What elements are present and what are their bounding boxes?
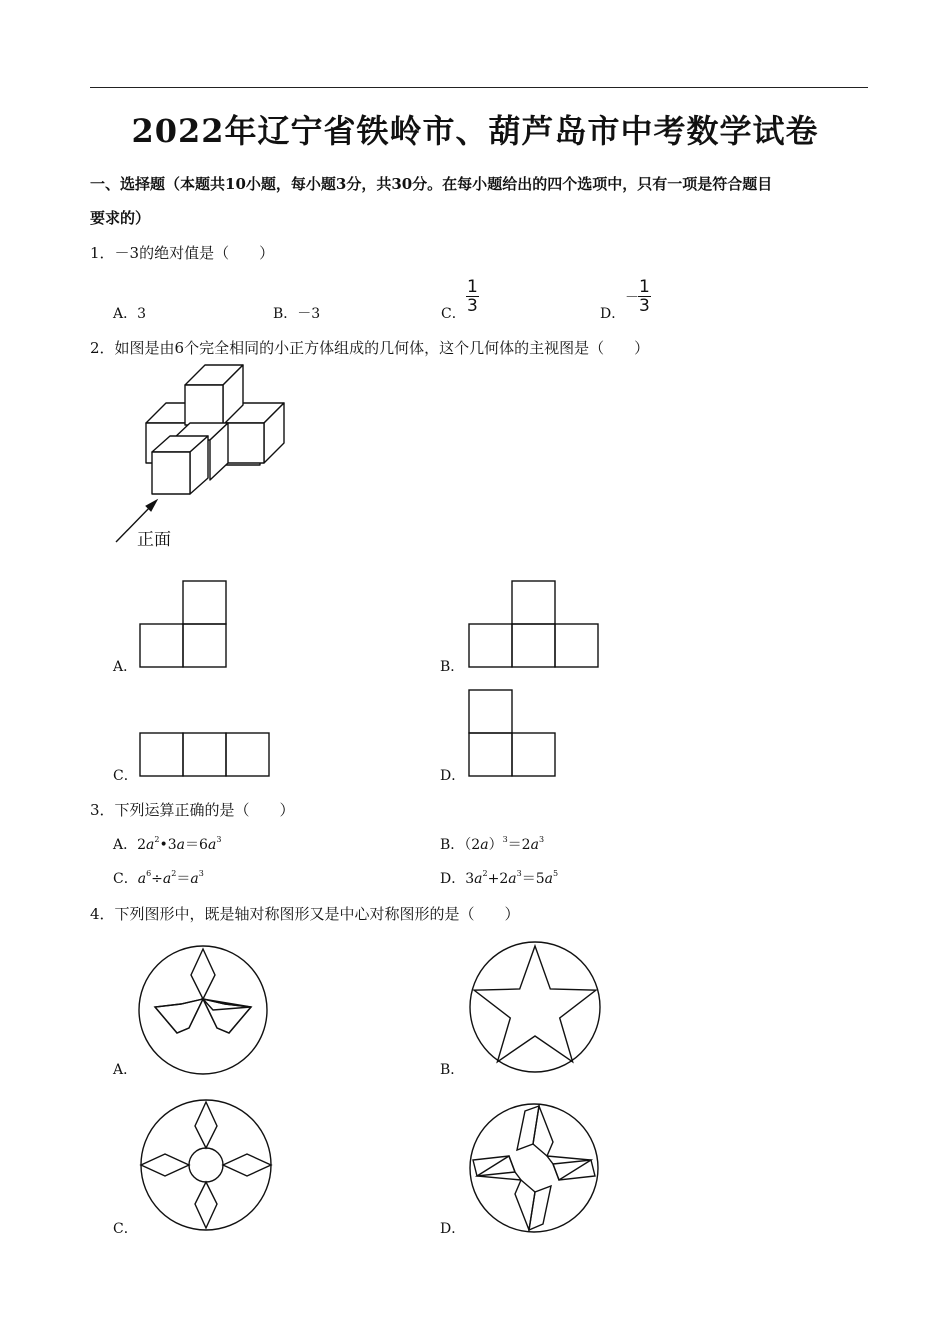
- q2-option-d-figure: [468, 689, 560, 781]
- q2-option-b-figure: [468, 580, 603, 670]
- q1-option-d-label: D．: [600, 306, 626, 322]
- q1-option-d-sign: －: [625, 290, 639, 306]
- frac-denominator: 3: [467, 296, 478, 316]
- q4-option-b-figure: [468, 940, 602, 1074]
- q2-option-d: D．: [440, 768, 466, 784]
- q4-option-a-figure: [137, 944, 269, 1076]
- top-rule: [90, 87, 868, 88]
- q1-option-c-label: C．: [441, 306, 466, 322]
- option-label: B．: [440, 837, 465, 853]
- q4-option-d-figure: [467, 1104, 601, 1238]
- option-label: D．: [440, 871, 466, 887]
- q4-stem: 4．下列图形中，既是轴对称图形又是中心对称图形的是（ ）: [90, 905, 520, 923]
- q3-option-c: C．$a^6\div a^2=a^3$: [113, 869, 204, 887]
- q1-stem: 1．－3的绝对值是（ ）: [90, 244, 275, 262]
- q4-option-a: A．: [113, 1062, 138, 1078]
- option-label: C．: [113, 871, 138, 887]
- q2-figure-label: 正面: [137, 530, 171, 550]
- q2-option-c: C．: [113, 768, 138, 784]
- q3-option-a: A．$2a^2•3a=6a^3$: [113, 835, 222, 853]
- frac-denominator: 3: [639, 296, 650, 316]
- frac-numerator: 1: [467, 277, 478, 297]
- q4-option-b: B．: [440, 1062, 465, 1078]
- q3-stem: 3．下列运算正确的是（ ）: [90, 801, 295, 819]
- frac-numerator: 1: [639, 277, 650, 297]
- q3-option-b: B．$(2a)^3=2a^3$: [440, 835, 545, 853]
- q1-option-a: A．3: [113, 306, 147, 322]
- q4-option-c-figure: [139, 1100, 273, 1234]
- q2-option-b: B．: [440, 659, 465, 675]
- option-label: A．: [113, 837, 138, 853]
- page-title: 2022年辽宁省铁岭市、葫芦岛市中考数学试卷: [131, 112, 819, 150]
- q2-cube-figure: [110, 360, 310, 550]
- section-heading-line2: 要求的）: [90, 209, 151, 227]
- q4-option-c: C．: [113, 1221, 138, 1237]
- section-heading-line1: 一、选择题（本题共10小题，每小题3分，共30分。在每小题给出的四个选项中，只有一项是符合题目: [90, 175, 773, 193]
- q2-option-a-figure: [139, 580, 229, 670]
- q1-option-b: B．－3: [273, 306, 321, 322]
- q2-option-a: A．: [113, 659, 138, 675]
- q2-stem: 2．如图是由6个完全相同的小正方体组成的几何体，这个几何体的主视图是（ ）: [90, 339, 650, 357]
- q4-option-d: D．: [440, 1221, 466, 1237]
- q3-option-d: D．$3a^2+2a^3=5a^5$: [440, 869, 559, 887]
- q2-option-c-figure: [139, 732, 274, 780]
- q1-option-d-fraction: [638, 278, 651, 315]
- q1-option-c-fraction: [466, 278, 479, 315]
